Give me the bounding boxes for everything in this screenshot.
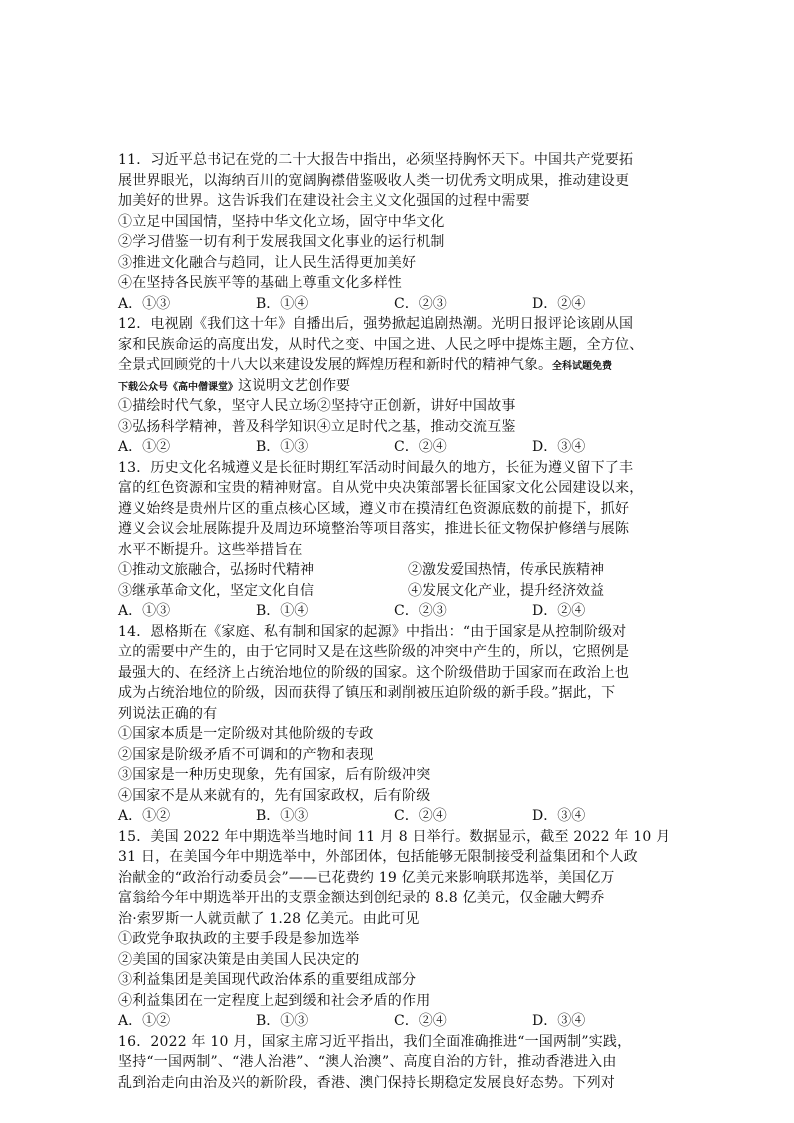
question-15 [118,827,688,1032]
question-stem-line: 立的需要中产生的，由于它同时又是在这些阶级的冲突中产生的，所以，它照例是 [118,644,630,660]
question-16 [118,1032,688,1094]
statement-item: ①描绘时代气象，坚守人民立场②坚持守正创新，讲好中国故事 [118,398,516,414]
question-13 [118,458,688,622]
answer-options [118,437,688,458]
option-a: A．①② [118,439,171,455]
statement-item: ②国家是阶级矛盾不可调和的产物和表现 [118,746,374,763]
option-d: D．③④ [532,439,586,455]
question-stem-line: 16．2022 年 10 月，国家主席习近平指出，我们全面准确推进“一国两制”实践， [118,1033,632,1050]
question-stem-line: 展世界眼光，以海纳百川的宽阔胸襟借鉴吸收人类一切优秀文明成果，推动建设更 [118,172,630,189]
option-b: B．①③ [256,808,309,824]
question-stem-line: 15．美国 2022 年中期选举当地时间 11 月 8 日举行。数据显示，截至 2022 年 10 月 [118,828,671,845]
question-stem-line: 12．电视剧《我们这十年》自播出后，强势掀起追剧热潮。光明日报评论该剧从国 [118,316,634,332]
statement-item: ②美国的国家决策是由美国人民决定的 [118,951,360,968]
statement-item: ③弘扬科学精神，普及科学知识④立足时代之基，推动交流互鉴 [118,418,516,435]
question-stem-line: 14．恩格斯在《家庭、私有制和国家的起源》中指出：“由于国家是从控制阶级对 [118,623,627,640]
question-stem-line: 11．习近平总书记在党的二十大报告中指出，必须坚持胸怀天下。中国共产党要拓 [118,152,634,168]
stem-text: 这说明文艺创作要 [238,377,350,394]
option-c: C．②④ [394,1013,447,1029]
option-a: A．①③ [118,603,171,619]
statement-item: ④国家不是从来就有的，先有国家政权，后有阶级 [118,787,431,804]
statement-pair [118,560,688,581]
question-stem-line: 最强大的、在经济上占统治地位的阶级的国家。这个阶级借助于国家而在政治上也 [118,664,630,681]
question-stem-line: 遵义始终是贵州片区的重点核心区域，遵义市在摸清红色资源底数的前提下，抓好 [118,500,630,517]
question-14 [118,622,688,827]
question-stem-line: 乱到治走向由治及兴的新阶段，香港、澳门保持长期稳定发展良好态势。下列对 [118,1074,615,1091]
question-stem-line: 治献金的“政治行动委员会”——已花费约 19 亿美元来影响联邦选举，美国亿万 [118,869,615,886]
answer-options [118,806,688,827]
option-a: A．①② [118,1013,171,1029]
question-stem-line [118,376,688,397]
question-11 [118,150,688,314]
question-stem-line: 家和民族命运的高度出发，从时代之变、中国之进、人民之呼中提炼主题，全方位、 [118,336,644,353]
answer-options [118,1011,688,1032]
question-stem-line: 成为占统治地位的阶级，因而获得了镇压和剥削被压迫阶级的新手段。”据此，下 [118,685,616,701]
option-d: D．②④ [532,295,586,312]
question-12 [118,314,688,458]
question-stem-line: 富翁给今年中期选举开出的支票金额达到创纪录的 8.8 亿美元，仅金融大鳄乔 [118,890,605,906]
option-d: D．③④ [532,808,586,824]
option-c: C．②④ [394,439,447,455]
option-b: B．①③ [256,1013,309,1029]
option-b: B．①④ [256,295,309,312]
option-a: A．①③ [118,295,171,312]
question-stem-line: 31 日，在美国今年中期选举中，外部团体，包括能够无限制接受利益集团和个人政 [118,849,638,865]
stem-text: 全景式回顾党的十八大以来建设发展的辉煌历程和新时代的精神气象。 [118,357,552,373]
statement-item: ③国家是一种历史现象，先有国家，后有阶级冲突 [118,767,431,783]
question-stem-line: 遵义会议会址展陈提升及周边环境整治等项目落实，推进长征文物保护修缮与展陈 [118,521,630,537]
statement-item: ②学习借鉴一切有利于发展我国文化事业的运行机制 [118,234,445,250]
question-stem-line: 治·索罗斯一人就贡献了 1.28 亿美元。由此可见 [118,910,420,927]
statement-item: ①政党争取执政的主要手段是参加选举 [118,931,360,947]
statement-pair [118,581,688,602]
statement-item: ①立足中国国情，坚持中华文化立场，固守中华文化 [118,213,445,230]
exam-page [118,150,688,1093]
statement-item: ④利益集团在一定程度上起到缓和社会矛盾的作用 [118,992,431,1009]
option-c: C．②④ [394,808,447,824]
option-a: A．①② [118,808,171,824]
question-stem-line: 富的红色资源和宝贵的精神财富。自从党中央决策部署长征国家文化公园建设以来， [118,480,644,496]
question-stem-line: 水平不断提升。这些举措旨在 [118,541,303,558]
statement-item: ②激发爱国热情，传承民族精神 [408,562,604,578]
option-c: C．②③ [394,295,447,312]
answer-options [118,601,688,622]
watermark-text: 全科试题免费 [552,361,612,372]
watermark-text: 下载公众号《高中僧课堂》 [118,381,238,393]
answer-options [118,294,688,315]
statement-item: ③继承革命文化，坚定文化自信 [118,582,314,599]
question-stem-line: 13．历史文化名城遵义是长征时期红军活动时间最久的地方，长征为遵义留下了丰 [118,459,634,476]
option-b: B．①③ [256,439,309,455]
statement-item: ④发展文化产业，提升经济效益 [408,582,604,599]
statement-item: ①推动文旅融合，弘扬时代精神 [118,562,314,578]
question-stem-line: 列说法正确的有 [118,705,218,722]
statement-item: ③推进文化融合与趋同，让人民生活得更加美好 [118,254,417,271]
question-stem-line: 坚持“一国两制”、“港人治港”、“澳人治澳”、高度自治的方针，推动香港进入由 [118,1054,617,1070]
option-d: D．③④ [532,1013,586,1029]
question-stem-line [118,355,688,376]
question-stem-line: 加美好的世界。这告诉我们在建设社会主义文化强国的过程中需要 [118,193,530,209]
statement-item: ③利益集团是美国现代政治体系的重要组成部分 [118,972,417,988]
option-c: C．②③ [394,603,447,619]
statement-item: ④在坚持各民族平等的基础上尊重文化多样性 [118,275,402,291]
option-d: D．②④ [532,603,586,619]
option-b: B．①④ [256,603,309,619]
statement-item: ①国家本质是一定阶级对其他阶级的专政 [118,726,374,742]
